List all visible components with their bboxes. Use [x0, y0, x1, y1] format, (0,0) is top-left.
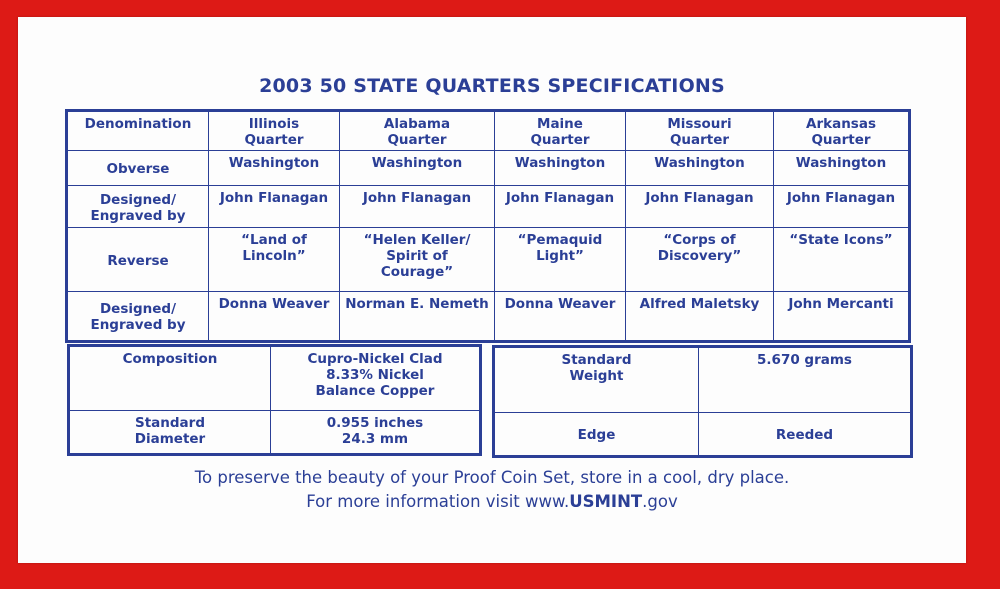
row-header-obverse: Obverse	[67, 151, 209, 186]
column-header-missouri: Missouri Quarter	[626, 111, 774, 151]
table-row	[69, 411, 481, 455]
table-row	[67, 228, 910, 292]
row-header-reverse-designer: Designed/ Engraved by	[67, 292, 209, 342]
table-cell: “Land of Lincoln”	[209, 228, 340, 292]
table-cell: John Flanagan	[774, 186, 910, 228]
table-cell: “Pemaquid Light”	[495, 228, 626, 292]
table-cell: John Flanagan	[340, 186, 495, 228]
storage-note: To preserve the beauty of your Proof Coin Set, store in a cool, dry place.	[194, 468, 790, 487]
column-header-maine: Maine Quarter	[495, 111, 626, 151]
quarters-spec-table	[65, 109, 911, 343]
column-header-arkansas: Arkansas Quarter	[774, 111, 910, 151]
edge-label: Edge	[494, 413, 699, 457]
table-cell: Donna Weaver	[209, 292, 340, 342]
table-row	[67, 186, 910, 228]
weight-value: 5.670 grams	[699, 347, 912, 413]
table-cell: John Flanagan	[209, 186, 340, 228]
edge-value: Reeded	[699, 413, 912, 457]
page-title: 2003 50 STATE QUARTERS SPECIFICATIONS	[259, 75, 725, 97]
table-cell: Washington	[495, 151, 626, 186]
table-cell: Washington	[209, 151, 340, 186]
specification-card	[18, 17, 966, 563]
table-cell: “Corps of Discovery”	[626, 228, 774, 292]
column-header-illinois: Illinois Quarter	[209, 111, 340, 151]
row-header-obverse-designer: Designed/ Engraved by	[67, 186, 209, 228]
composition-diameter-table	[67, 344, 482, 456]
table-cell: Washington	[774, 151, 910, 186]
table-cell: Alfred Maletsky	[626, 292, 774, 342]
table-row	[69, 346, 481, 411]
composition-label: Composition	[69, 346, 271, 411]
table-cell: Donna Weaver	[495, 292, 626, 342]
website-note	[18, 492, 966, 511]
table-cell: “Helen Keller/ Spirit of Courage”	[340, 228, 495, 292]
table-row	[67, 111, 910, 151]
row-header-denomination: Denomination	[67, 111, 209, 151]
column-header-alabama: Alabama Quarter	[340, 111, 495, 151]
table-cell: John Flanagan	[626, 186, 774, 228]
weight-edge-table	[492, 345, 913, 458]
table-row	[494, 413, 912, 457]
weight-label: Standard Weight	[494, 347, 699, 413]
table-row	[67, 151, 910, 186]
composition-value: Cupro-Nickel Clad 8.33% Nickel Balance Copper	[271, 346, 481, 411]
table-row	[494, 347, 912, 413]
row-header-reverse: Reverse	[67, 228, 209, 292]
website-link-bold: USMINT	[569, 492, 643, 511]
table-cell: John Flanagan	[495, 186, 626, 228]
website-prefix: For more information visit www.	[306, 492, 570, 511]
table-cell: Washington	[626, 151, 774, 186]
table-row	[67, 292, 910, 342]
table-cell: John Mercanti	[774, 292, 910, 342]
website-suffix: .gov	[642, 492, 678, 511]
table-cell: Norman E. Nemeth	[340, 292, 495, 342]
diameter-label: Standard Diameter	[69, 411, 271, 455]
table-cell: “State Icons”	[774, 228, 910, 292]
diameter-value: 0.955 inches 24.3 mm	[271, 411, 481, 455]
table-cell: Washington	[340, 151, 495, 186]
